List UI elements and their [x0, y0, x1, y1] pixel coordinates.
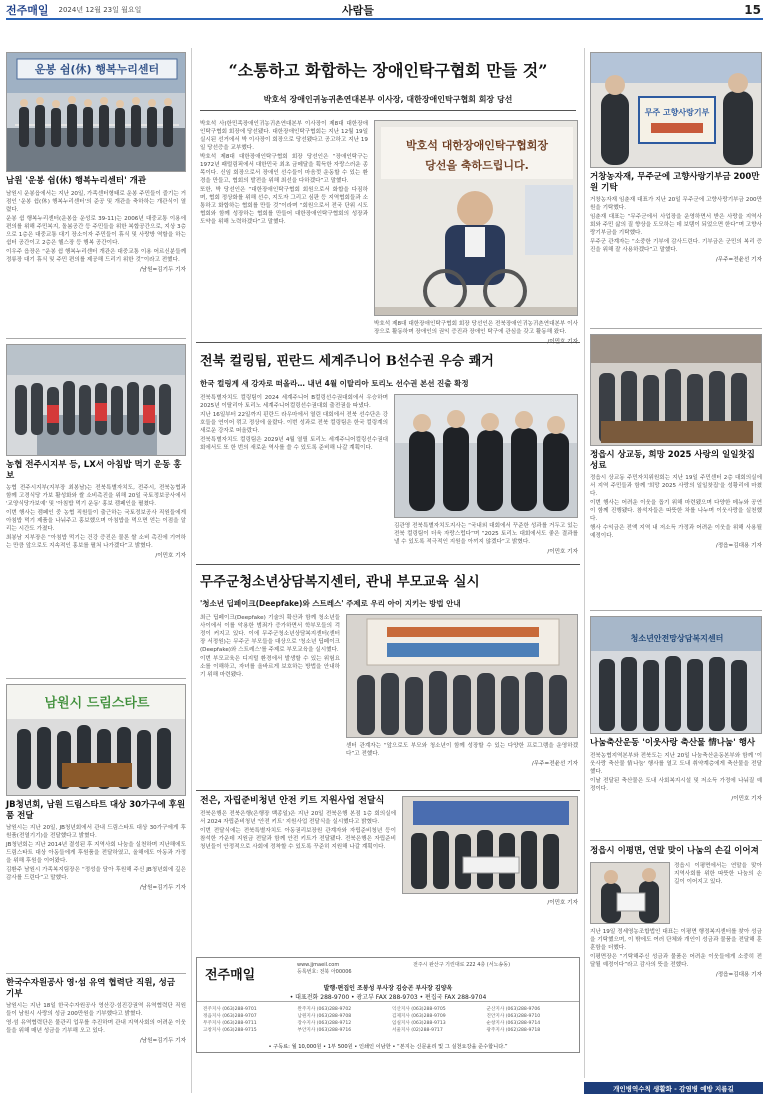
- divider: [200, 110, 576, 111]
- article-paragraph: 박호석 사)한민족장애인귀농귀촌연대본부 이사장이 제8대 대한장애인탁구협회 회장에 당선됐다. 대한장애인탁구협회는 지난 12월 19일 실시된 선거에서 박 이사장이 회장으로 당선됐다고 공고하고 지난 19일 당선증을 교부했다.: [200, 121, 368, 151]
- article-paragraph: 이번 전달식에는 전북특별자치도 아동권리보장원 관계자와 자립준비청년 등이 참석한 가운데 지원금 전달과 함께 안전 키트가 전달됐다. 전북은행은 자립준비청년들이 안정적으로 사회에 정착할 수 있도록 꾸준히 지원해 나갈 계획이다.: [200, 828, 396, 851]
- office-entry: 광주지사 (062)288-9718: [486, 1028, 541, 1033]
- dreamstart-sign-text: 남원시 드림스타트: [44, 696, 150, 711]
- article-paragraph: 이우주 읍장은 “운봉 쉼 행복누리센터 개관은 대중교통 이용 어르신분들께 정류장 대기 휴식 및 주민 편의를 제공해 드리기 위한 것”이라고 전했다.: [6, 248, 186, 263]
- article-byline: /남원=김기두 기자: [139, 1038, 186, 1045]
- article-jb-bank: [200, 796, 396, 852]
- article-paragraph: 이평면장은 “기탁해주신 성금과 물품은 어려운 이웃들에게 소중히 전달될 예정이다”라고 감사의 뜻을 전했다.: [590, 954, 762, 968]
- divider: [196, 342, 580, 343]
- donation-sign-text: 무주 고향사랑기부: [644, 108, 710, 117]
- office-entry: 군산지사 (063)288-9706: [486, 1007, 541, 1012]
- office-entry: 임실지사 (063)288-9713: [392, 1021, 446, 1026]
- article-paragraph: 지난 16일부터 22일까지 핀란드 라우마에서 열린 대회에서 전북 선수단은 강호들을 연이어 꺾고 정상에 올랐다. 이번 성과로 전북 컬링팀은 한국 컬링계의 새로운 강자로 떠올랐다.: [200, 412, 388, 434]
- photo-parent-education: [346, 614, 578, 738]
- divider: [196, 790, 580, 791]
- footer-logo: 전주매일: [205, 968, 256, 983]
- article-headline: 정읍시 이평면, 연말 맞이 나눔의 손길 이어져: [590, 846, 759, 856]
- lead-headline: “소통하고 화합하는 장애인탁구협회 만들 것”: [228, 61, 548, 80]
- office-entry: 전주지사 (063)288-9701: [203, 1007, 257, 1012]
- lead-subheadline: 박호석 장애인귀농귀촌연대본부 이사장, 대한장애인탁구협회 회장 당선: [263, 95, 513, 104]
- article-ipyeong-sharing-head: [590, 846, 762, 860]
- article-byline: /무주=전윤선 기자: [715, 257, 762, 264]
- center-sign-text: 운봉 쉼(休) 행복누리센터: [34, 63, 160, 76]
- article-paragraph: 센터 관계자는 “앞으로도 부모와 청소년이 함께 성장할 수 있는 다양한 프로그램을 운영하겠다”고 전했다.: [346, 743, 578, 757]
- page-header: [6, 2, 763, 20]
- masthead-brand: 전주매일: [6, 4, 49, 17]
- divider: [590, 328, 762, 329]
- column-divider: [584, 48, 585, 1078]
- muju-article-body: [200, 614, 340, 680]
- muju-headline: 무주군청소년상담복지센터, 관내 부모교육 실시: [200, 574, 480, 590]
- article-byline: /무주=전윤선 기자: [531, 761, 578, 767]
- article-headline: 농협 전주시지부 등, LX서 아침밥 먹기 운동 홍보: [6, 460, 182, 481]
- photo-tea-house: [590, 334, 762, 446]
- divider: [590, 840, 762, 841]
- article-headline: 거창농자재, 무주군에 고향사랑기부금 200만원 기탁: [590, 172, 760, 193]
- article-paragraph: 남원시 운봉읍에서는 지난 20일, 가족센터형태로 운봉 주민들이 즐기는 거점인 '운봉 쉼(休) 행복누리센터'의 준공 및 개관을 축하하는 개관식이 열렸다.: [6, 190, 186, 213]
- article-paragraph: 남원시는 지난 18일 한국수자원공사 영산강·섬진강권역 유역협력단 직원들이 남원시 사랑의 성금 200만원을 기부했다고 밝혔다.: [6, 1003, 186, 1018]
- youth-center-sign-text: 청소년안전망상담복지센터: [630, 634, 724, 643]
- divider: [196, 564, 580, 565]
- issue-date: 2024년 12월 23일 월요일: [58, 6, 142, 14]
- article-byline: /정읍=김대용 기자: [715, 972, 762, 978]
- photo-safety-kit: [402, 796, 578, 894]
- curling-headline: 전북 컬링팀, 핀란드 세계주니어 B선수권 우승 쾌거: [200, 354, 494, 369]
- article-paragraph: 이번 행사는 어려운 이웃을 돕기 위해 마련됐으며 다양한 메뉴와 공연이 함께 진행됐다. 참석자들은 따뜻한 차를 나누며 이웃사랑을 실천했다.: [590, 500, 762, 523]
- office-entry: 김제지사 (063)288-9709: [392, 1014, 446, 1019]
- article-byline: /이민호 기자: [731, 795, 762, 802]
- publisher-header: [197, 958, 579, 1002]
- registration-number: 등록번호: 전북 아00006: [297, 968, 352, 975]
- office-entry: 진안지사 (063)288-9710: [486, 1014, 541, 1019]
- article-paragraph: 전북특별자치도 컬링팀은 2029년 4월 열릴 토리노 세계주니어컬링선수권대회에서도 또 한 번의 새로운 역사를 쓸 수 있도록 준비해 나갈 계획이다.: [200, 437, 388, 451]
- article-paragraph: 전북은행은 전북은행(은행장 백종일)은 지난 20일 전북은행 본점 1층 회의실에서 2024 자립준비청년 '안전 키트' 지원사업 전달식을 실시했다고 밝혔다.: [200, 811, 396, 826]
- article-paragraph: 이번 행사는 캠페인 중 농협 직원들이 출근하는 국토정보공사 직원들에게 아침밥 먹기 제품을 나눠주고 홍보했으며 아침밥을 먹으면 얻는 이점을 알리는 시간도 가졌다.: [6, 510, 186, 533]
- article-unbong-center: [6, 176, 186, 273]
- article-headline: 한국수자원공사 영·섬 유역 협력단 직원, 성금 기부: [6, 978, 176, 999]
- article-paragraph: 전북특별자치도 컬링팀이 2024 세계주니어 B컬링선수권대회에서 우승하며 2025년 이탈리아 토리노 세계주니어컬링선수권대회 출전권을 따냈다.: [200, 395, 388, 409]
- photo-ipyeong-donation: [590, 862, 670, 924]
- article-paragraph: 최봉남 지부장은 “아침밥 먹기는 건강 증진은 물론 쌀 소비 촉진에 기여하는 만큼 앞으로도 지속적인 홍보를 펼쳐 나가겠다”고 밝혔다.: [6, 535, 186, 550]
- article-paragraph: 전북농협지역본부와 전북도는 지난 20일 나눔축산운동본부와 함께 '이웃사랑 축산물 情나눔' 행사를 열고 도내 취약계층에게 축산물을 전달했다.: [590, 752, 762, 775]
- article-byline: /이민호 기자: [155, 553, 186, 560]
- divider: [6, 973, 186, 974]
- article-headline: 정읍시 상교동, 희망 2025 사랑의 일일찻집 성료: [590, 450, 755, 471]
- article-byline: /이민호 기자: [547, 339, 578, 345]
- photo-lead-portrait: [374, 120, 578, 316]
- article-paragraph: 최근 딥페이크(Deepfake) 기술의 확산과 함께 청소년들 사이에서 이를 악용한 범죄가 증가하면서 학부모들의 걱정이 커지고 있다. 이에 무주군청소년상담복지센터(센터장 서정원)는 무주군 부모들을 대상으로 '청소년 딥페이크(Deepfake)와 스트레스'를 주제로 부모교육을 실시했다.: [200, 615, 340, 653]
- subscription-notice: • 구독료: 월 10,000원 • 1부 500원 • 인쇄인 이남한 • “본지는 신문윤리 및 그 실천요강을 준수합니다.”: [268, 1044, 508, 1050]
- publisher-info-box: [196, 957, 580, 1053]
- article-headline: JB청년회, 남원 드림스타트 대상 30가구에 후원품 전달: [6, 800, 186, 821]
- office-entry: 완주지사 (063)288-9702: [297, 1007, 352, 1012]
- article-jb-youth: [6, 800, 186, 891]
- article-livestock-sharing: [590, 738, 762, 802]
- divider: [590, 610, 762, 611]
- article-paragraph: 거창농자재 임춘재 대표가 지난 20일 무주군에 고향사랑기부금 200만원을 기탁했다.: [590, 197, 762, 212]
- article-paragraph: 김환주 남원시 가족복지팀장은 “정성을 담아 후원해 주신 JB청년회에 깊은 감사를 드린다”고 말했다.: [6, 867, 186, 882]
- article-ipyeong-sharing: [674, 862, 762, 887]
- congrats-board-line-1: 박호석 대한장애인탁구협회장: [406, 139, 548, 152]
- column-divider: [191, 48, 192, 1093]
- office-entry: 서울지사 (02)288-9717: [392, 1028, 443, 1033]
- article-headline: 전은, 자립준비청년 안전 키트 지원사업 전달식: [200, 796, 385, 806]
- office-entry: 순창지사 (063)288-9714: [486, 1021, 541, 1026]
- article-jb-bank-continued: [402, 898, 578, 906]
- article-paragraph: 남원시는 지난 20일, JB청년회에서 관내 드림스타트 대상 30가구에게 후원품(전열기기)을 전달했다고 밝혔다.: [6, 825, 186, 840]
- article-byline: /이민호 기자: [547, 900, 578, 906]
- photo-breakfast-campaign: [6, 344, 186, 456]
- curling-subheadline: 한국 컬링계 새 강자로 떠올라… 내년 4월 이탈리아 토리노 선수권 본선 진출 확정: [200, 379, 469, 388]
- article-paragraph: 지난 19일 정세영농조합법인 대표는 이평면 행정복지센터를 찾아 성금을 기탁했으며, 이 밖에도 여러 단체와 개인이 성금과 물품을 전달해 훈훈함을 더했다.: [590, 929, 762, 951]
- photo-jb-youth-donation: [6, 684, 186, 796]
- office-entry: 무주지사 (063)288-9711: [203, 1021, 257, 1026]
- photo-livestock-sharing: [590, 616, 762, 734]
- article-byline: /남원=김기두 기자: [139, 266, 186, 273]
- article-paragraph: 정읍시 이평면에서는 연말을 맞아 지역사회를 위한 따뜻한 나눔의 손길이 이어지고 있다.: [674, 863, 762, 885]
- site-url: www.jjmaeil.com: [297, 962, 340, 968]
- article-paragraph: 또한, 박 당선인은 “대한장애인탁구협회 회원으로서 화합을 다짐하며, 협회 정상화를 위해 선수, 지도자 그리고 심판 등 지역협회들과 소통하고 화합하는 협회를 만들 것”이라며 “회원으로서 전국 단위 시도협회와 함께 성장하는 협회를 만들어 대한장애인탁구협회의 성장과 도약을 위해 노력하겠다”고 말했다.: [200, 187, 368, 225]
- article-byline: /정읍=김대용 기자: [715, 543, 762, 550]
- office-entry: 남원지사 (063)288-9708: [297, 1014, 352, 1019]
- article-paragraph: 이번 부모교육은 디지털 환경에서 발생할 수 있는 위험요소를 이해하고, 자녀를 올바르게 보호하는 방법을 안내하기 위해 마련됐다.: [200, 656, 340, 678]
- publisher-address: 전주시 완산구 기린대로 222 4층 (서노송동): [413, 962, 511, 968]
- article-paragraph: 정읍시 상교동 주민자치위원회는 지난 19일 주민센터 2층 대회의실에서 지역 주민들과 함께 '희망 2025 사랑의 일일찻집'을 성황리에 마쳤다.: [590, 475, 762, 498]
- divider: [6, 678, 186, 679]
- page-number: 15: [744, 3, 761, 17]
- article-byline: /이민호 기자: [547, 549, 578, 555]
- article-paragraph: 행사 수익금은 전액 지역 내 저소득 가정과 어려운 이웃을 위해 사용될 예정이다.: [590, 525, 762, 540]
- publisher-roles: 발행·편집인 조봉성 부사장 김승곤 부사장 김양옥: [323, 985, 453, 992]
- article-water-corp: [6, 978, 186, 1044]
- publisher-details: [297, 962, 407, 975]
- office-entry: 부안지사 (063)288-9716: [297, 1028, 352, 1033]
- muju-subheadline: '청소년 딥페이크(Deepfake)와 스트레스' 주제로 우리 아이 지키는 방법 안내: [200, 599, 461, 608]
- article-paragraph: 농협 전주시지부(지부장 최봉남)는 전북특별자치도, 전주시, 전북농협과 함께 고경식당 가보 활성화와 쌀 소비촉진을 위해 20일 국토정보공사에서 '교양식당가보예' 및 '아침밥 먹기 운동' 홍보 캠페인을 펼쳤다.: [6, 485, 186, 508]
- article-ipyeong-sharing-continued: [590, 928, 762, 978]
- article-tea-house: [590, 450, 762, 549]
- congrats-board-line-2: 당선을 축하드립니다.: [425, 159, 529, 172]
- article-headline: 남원 '운봉 쉼(休) 행복누리센터' 개관: [6, 176, 147, 186]
- article-paragraph: 운봉 쉼 행복누리센터(운봉읍 운성로 39-11)는 2006년 대중교통 이용에 편의를 위해 주민복지, 돌봄공간 등 주민들을 위한 복합공간으로, 지상 3층으로 1층은 대중교통 대기 장소이자 주민들이 휴식 및 사랑방 역할을 하는 쉼터 공간이고 2층은 헬스장 등 행복 공간이다.: [6, 215, 186, 246]
- office-entry: 고창지사 (063)288-9715: [203, 1028, 257, 1033]
- article-paragraph: 이날 전달된 축산물은 도내 사회복지시설 및 저소득 가정에 나눠질 예정이다.: [590, 777, 762, 792]
- article-hometown-donation: [590, 172, 762, 263]
- curling-article-continued: [394, 522, 578, 555]
- lead-article-body: [200, 120, 368, 227]
- photo-curling-team: [394, 394, 578, 518]
- article-byline: /남원=김기두 기자: [139, 885, 186, 892]
- office-entry: 장수지사 (063)288-9712: [297, 1021, 352, 1026]
- office-entry: 익산지사 (063)288-9705: [392, 1007, 446, 1012]
- section-title: 사람들: [342, 4, 374, 17]
- divider: [6, 338, 186, 339]
- muju-article-continued: [346, 742, 578, 767]
- public-service-banner: 개인병역수칙 생활화 - 감염병 예방 지름길: [584, 1082, 763, 1094]
- office-entry: 정읍지사 (063)288-9707: [203, 1014, 257, 1019]
- curling-article-body: [200, 394, 388, 453]
- article-breakfast-campaign: [6, 460, 186, 559]
- article-paragraph: 영·섬 유역협력단은 물관리 업무를 추진하며 관내 지역사회의 어려운 이웃들을 위해 매년 성금을 기부해 오고 있다.: [6, 1020, 186, 1035]
- article-headline: 나눔축산운동 '이웃사랑 축산물 情나눔' 행사: [590, 738, 756, 748]
- article-paragraph: 김관영 전북특별자치도지사는 “국내외 대회에서 꾸준한 성과를 거두고 있는 전북 컬링팀이 더욱 자랑스럽다”며 “2025 토리노 대회에서도 좋은 결과를 낼 수 있도록 적극적인 지원을 아끼지 않겠다”고 밝혔다.: [394, 523, 578, 545]
- article-paragraph: 임춘재 대표는 “무주군에서 사업장을 운영하면서 받은 사랑을 지역사회와 주민 삶의 질 향상을 도모하는 데 보탬이 되었으면 한다”며 고향사랑기부금을 기탁했다.: [590, 214, 762, 237]
- article-paragraph: 박호석 제8대 대한장애인탁구협회 회장 당선인은 전북장애인귀농귀촌연대본부 이사장으로 활동하며 장애인의 권익 증진과 장애인 탁구에 관심을 갖고 활동해 왔다.: [374, 321, 578, 335]
- photo-hometown-donation: [590, 52, 762, 168]
- contact-numbers: • 대표전화 288-9700 • 광고부 FAX 288-9703 • 편집국 FAX 288-9704: [289, 994, 487, 1001]
- photo-ribbon-cutting: [6, 52, 186, 172]
- article-paragraph: JB청년회는 지난 2014년 결성된 후 지역사회 나눔을 실천하며 지난해에도 드림스타트 대상 아동들에게 후원품을 전달하였고, 올해에도 아동과 가정을 위해 후원을 이어왔다.: [6, 842, 186, 865]
- article-paragraph: 무주군 관계자는 “소중한 기부에 감사드린다. 기부금은 군민의 복리 증진을 위해 잘 사용하겠다”고 말했다.: [590, 239, 762, 254]
- office-directory: [203, 1006, 575, 1033]
- article-paragraph: 박호석 제8대 대한장애인탁구협회 회장 당선인은 “장애인탁구는 1972년 패럴림픽에서 대한민국 최초 금메달을 획득한 자랑스러운 종목이다. 신임 회장으로서 장애인 선수들이 마음껏 운동할 수 있는 환경을 만들고, 협회의 발전을 위해 최선을 다하겠다”고 말했다.: [200, 154, 368, 184]
